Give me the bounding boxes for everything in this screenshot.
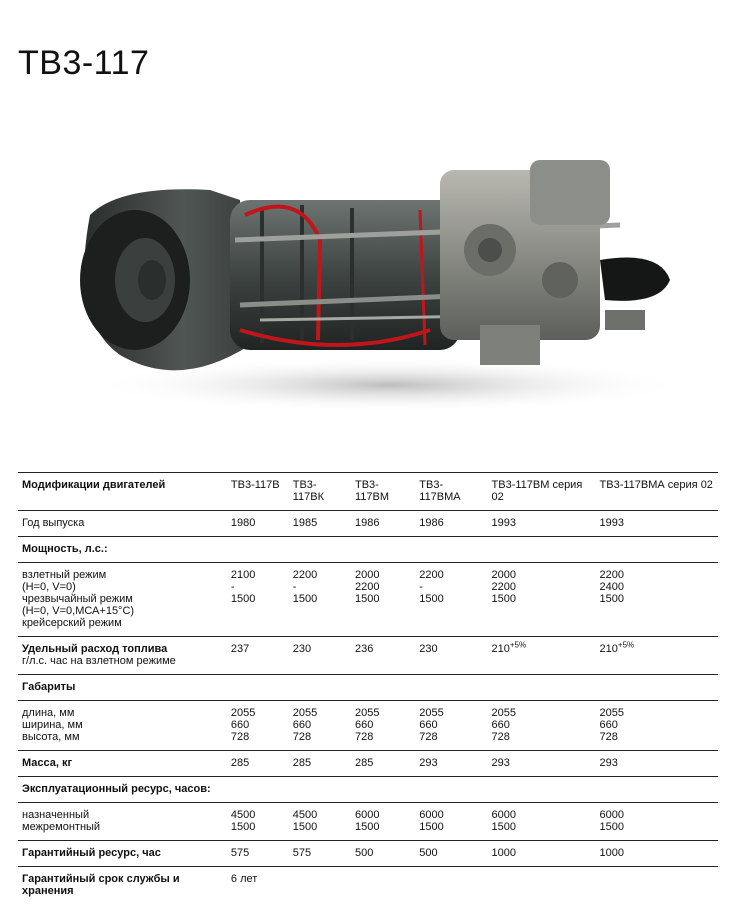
header-cell: ТВ3-117ВМА xyxy=(415,473,487,511)
cell: 6000 1500 xyxy=(351,803,415,841)
cell: 285 xyxy=(227,751,289,777)
cell: 2200 - 1500 xyxy=(289,563,351,637)
section-label: Мощность, л.с.: xyxy=(18,537,718,563)
turboshaft-engine-photo xyxy=(60,130,700,430)
page-title: ТВ3-117 xyxy=(18,44,149,83)
row-label: Удельный расход топлива г/л.с. час на взлетном режиме xyxy=(18,637,227,675)
specs-table xyxy=(18,472,718,904)
table-row xyxy=(18,511,718,537)
cell: $210^{+5\%}$ xyxy=(596,637,718,675)
cell xyxy=(289,867,351,904)
cell: 2055 660 728 xyxy=(289,701,351,751)
table-row xyxy=(18,841,718,867)
cell: 2200 2400 1500 xyxy=(596,563,718,637)
cell: 2000 2200 1500 xyxy=(351,563,415,637)
cell: 2055 660 728 xyxy=(227,701,289,751)
cell: 6000 1500 xyxy=(596,803,718,841)
cell: 2100 - 1500 xyxy=(227,563,289,637)
cell xyxy=(596,867,718,904)
header-cell: ТВ3-117ВМА серия 02 xyxy=(596,473,718,511)
cell: 575 xyxy=(289,841,351,867)
cell: 2055 660 728 xyxy=(415,701,487,751)
cell: 1986 xyxy=(351,511,415,537)
cell: 1000 xyxy=(488,841,596,867)
cell: 500 xyxy=(415,841,487,867)
cell: 1993 xyxy=(596,511,718,537)
cell: 236 xyxy=(351,637,415,675)
row-label: Гарантийный ресурс, час xyxy=(18,841,227,867)
cell xyxy=(488,867,596,904)
header-row xyxy=(18,473,718,511)
cell: $210^{+5\%}$ xyxy=(488,637,596,675)
section-row xyxy=(18,777,718,803)
cell: 2200 - 1500 xyxy=(415,563,487,637)
row-label: Масса, кг xyxy=(18,751,227,777)
cell: 237 xyxy=(227,637,289,675)
cell: 6000 1500 xyxy=(415,803,487,841)
section-label: Габариты xyxy=(18,675,718,701)
cell: 500 xyxy=(351,841,415,867)
row-label: назначенный межремонтный xyxy=(18,803,227,841)
cell: 1980 xyxy=(227,511,289,537)
cell: 230 xyxy=(289,637,351,675)
cell: 1985 xyxy=(289,511,351,537)
cell: 2055 660 728 xyxy=(351,701,415,751)
header-cell: Модификации двигателей xyxy=(18,473,227,511)
cell xyxy=(351,867,415,904)
table-row xyxy=(18,803,718,841)
cell: 2055 660 728 xyxy=(596,701,718,751)
cell: 1986 xyxy=(415,511,487,537)
cell: 4500 1500 xyxy=(289,803,351,841)
cell: 285 xyxy=(351,751,415,777)
cell: 575 xyxy=(227,841,289,867)
table-row xyxy=(18,563,718,637)
cell: 4500 1500 xyxy=(227,803,289,841)
cell: 293 xyxy=(596,751,718,777)
table-row xyxy=(18,701,718,751)
cell: 293 xyxy=(488,751,596,777)
header-cell: ТВ3-117В xyxy=(227,473,289,511)
cell: 1993 xyxy=(488,511,596,537)
header-cell: ТВ3-117ВМ xyxy=(351,473,415,511)
cell: 6 лет xyxy=(227,867,289,904)
row-label: длина, мм ширина, мм высота, мм xyxy=(18,701,227,751)
cell: 2055 660 728 xyxy=(488,701,596,751)
cell: 6000 1500 xyxy=(488,803,596,841)
table-row xyxy=(18,867,718,904)
cell: 230 xyxy=(415,637,487,675)
table-row xyxy=(18,637,718,675)
cell: 293 xyxy=(415,751,487,777)
cell xyxy=(415,867,487,904)
section-row xyxy=(18,537,718,563)
row-label: взлетный режим (Н=0, V=0) чрезвычайный режим (Н=0, V=0,МСА+15°С) крейсерский режим xyxy=(18,563,227,637)
section-row xyxy=(18,675,718,701)
section-label: Эксплуатационный ресурс, часов: xyxy=(18,777,718,803)
table-row xyxy=(18,751,718,777)
cell: 2000 2200 1500 xyxy=(488,563,596,637)
cell: 1000 xyxy=(596,841,718,867)
cell: 285 xyxy=(289,751,351,777)
header-cell: ТВ3-117ВК xyxy=(289,473,351,511)
row-label: Гарантийный срок службы и хранения xyxy=(18,867,227,904)
row-label: Год выпуска xyxy=(18,511,227,537)
header-cell: ТВ3-117ВМ серия 02 xyxy=(488,473,596,511)
